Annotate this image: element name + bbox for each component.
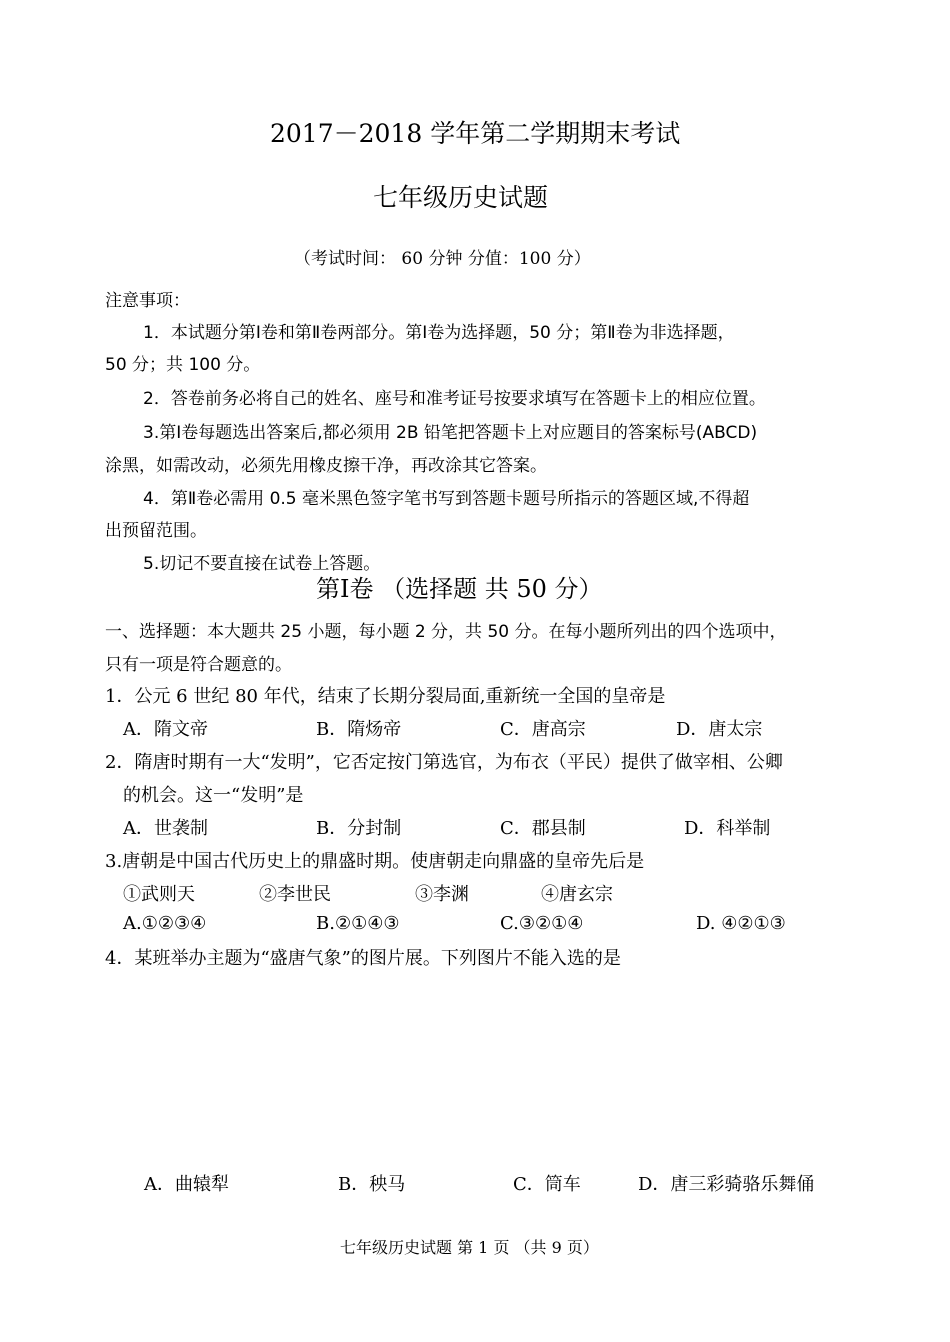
question-3-option-c: C.③②①④ [500, 913, 584, 934]
question-3-item-1: ①武则天 [123, 884, 195, 905]
question-4-option-c: C．筒车 [513, 1174, 581, 1195]
question-3-stem: 3.唐朝是中国古代历史上的鼎盛时期。使唐朝走向鼎盛的皇帝先后是 [105, 851, 645, 872]
page-footer: 七年级历史试题 第 1 页 （共 9 页） [340, 1238, 599, 1257]
question-3-item-2: ②李世民 [259, 884, 331, 905]
notice-line-1a: 1．本试题分第Ⅰ卷和第Ⅱ卷两部分。第Ⅰ卷为选择题，50 分；第Ⅱ卷为非选择题， [143, 323, 735, 343]
section-intro-a: 一、选择题：本大题共 25 小题，每小题 2 分，共 50 分。在每小题所列出的四个选项中， [105, 622, 787, 642]
notice-line-4b: 出预留范围。 [105, 521, 207, 541]
question-2-option-c: C．郡县制 [500, 818, 586, 839]
notice-line-2: 2．答卷前务必将自己的姓名、座号和准考证号按要求填写在答题卡上的相应位置。 [143, 389, 766, 409]
question-2-option-d: D．科举制 [684, 818, 771, 839]
question-1-stem: 1．公元 6 世纪 80 年代，结束了长期分裂局面,重新统一全国的皇帝是 [105, 686, 666, 707]
notice-heading: 注意事项： [105, 291, 190, 311]
question-1-option-b: B．隋炀帝 [316, 719, 402, 740]
question-2-stem-b: 的机会。这一“发明”是 [123, 785, 304, 806]
exam-meta: （考试时间： 60 分钟 分值：100 分） [294, 249, 591, 269]
notice-line-3a: 3.第Ⅰ卷每题选出答案后,都必须用 2B 铅笔把答题卡上对应题目的答案标号(ABCD) [143, 423, 758, 443]
question-2-option-a: A．世袭制 [123, 818, 208, 839]
notice-line-4a: 4．第Ⅱ卷必需用 0.5 毫米黑色签字笔书写到答题卡题号所指示的答题区域,不得超 [143, 489, 750, 509]
section-title: 第Ⅰ卷 （选择题 共 50 分） [316, 575, 603, 603]
question-1-option-c: C．唐高宗 [500, 719, 586, 740]
question-1-option-d: D．唐太宗 [676, 719, 763, 740]
question-3-option-a: A.①②③④ [123, 913, 207, 934]
question-4-stem: 4．某班举办主题为“盛唐气象”的图片展。下列图片不能入选的是 [105, 948, 621, 969]
question-3-item-3: ③李渊 [415, 884, 469, 905]
question-2-stem-a: 2．隋唐时期有一大“发明”，它否定按门第选官，为布衣（平民）提供了做宰相、公卿 [105, 752, 783, 773]
exam-subtitle: 七年级历史试题 [373, 183, 549, 212]
question-4-option-b: B．秧马 [338, 1174, 406, 1195]
notice-line-5: 5.切记不要直接在试卷上答题。 [143, 554, 381, 574]
section-intro-b: 只有一项是符合题意的。 [105, 655, 292, 675]
question-4-option-d: D．唐三彩骑骆乐舞俑 [638, 1174, 815, 1195]
exam-title: 2017－2018 学年第二学期期末考试 [270, 119, 681, 148]
question-1-option-a: A．隋文帝 [123, 719, 208, 740]
notice-line-3b: 涂黑，如需改动，必须先用橡皮擦干净，再改涂其它答案。 [105, 456, 547, 476]
question-3-item-4: ④唐玄宗 [541, 884, 613, 905]
question-3-option-d: D. ④②①③ [696, 913, 786, 934]
notice-line-1b: 50 分；共 100 分。 [105, 355, 261, 375]
question-2-option-b: B．分封制 [316, 818, 402, 839]
question-4-option-a: A．曲辕犁 [144, 1174, 229, 1195]
question-3-option-b: B.②①④③ [316, 913, 400, 934]
